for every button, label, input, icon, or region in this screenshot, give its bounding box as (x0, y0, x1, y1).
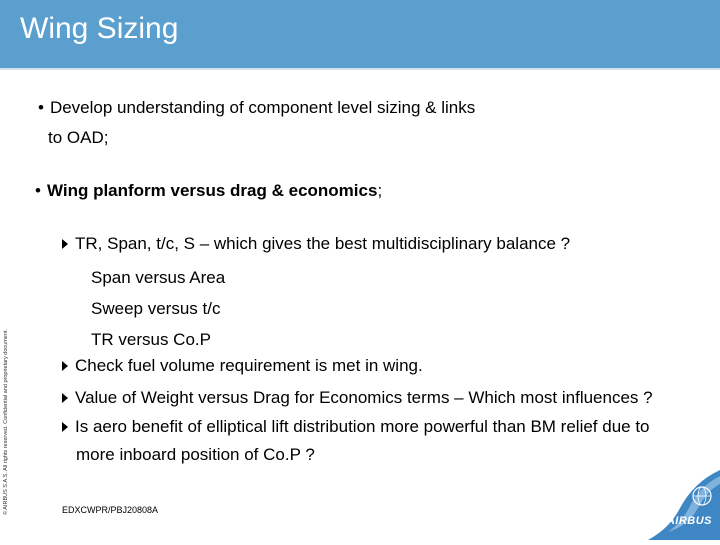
sub-item-tr-cop: TR versus Co.P (91, 330, 211, 349)
bullet-dot-icon: • (38, 98, 44, 117)
sub-bullet-3-text: Value of Weight versus Drag for Economics terms – Which most influences ? (75, 388, 653, 407)
sub-bullet-4-continuation: more inboard position of Co.P ? (76, 445, 315, 464)
logo-wordmark: AIRBUS (666, 515, 712, 527)
bullet-2 (35, 181, 382, 201)
bullet-2-tail: ; (377, 181, 383, 200)
logo-graphic-icon (648, 470, 720, 540)
sub-item-sweep-tc: Sweep versus t/c (91, 299, 221, 318)
sub-item-span-area: Span versus Area (91, 268, 226, 287)
copyright-notice (3, 329, 11, 515)
bullet-dot-icon: • (35, 181, 41, 200)
bullet-2-text: Wing planform versus drag & economics (46, 181, 378, 200)
sub-bullet-3 (62, 388, 653, 408)
triangle-bullet-icon (62, 422, 68, 432)
title-bar (0, 0, 720, 68)
triangle-bullet-icon (62, 393, 68, 403)
bullet-1-continuation: to OAD; (48, 128, 109, 147)
sub-bullet-1 (62, 234, 570, 254)
copyright-text: © AIRBUS S.A.S. All rights reserved. Confidential and proprietary document. (3, 329, 9, 515)
sub-bullet-4 (62, 417, 650, 437)
triangle-bullet-icon (62, 361, 68, 371)
bullet-1 (38, 98, 475, 118)
airbus-logo (648, 470, 720, 540)
triangle-bullet-icon (62, 239, 68, 249)
sub-bullet-2 (62, 356, 423, 376)
document-reference: EDXCWPR/PBJ20808A (62, 505, 159, 515)
bullet-1-text: Develop understanding of component level sizing & links (49, 98, 476, 117)
title-divider (0, 68, 720, 70)
sub-bullet-4-text: Is aero benefit of elliptical lift distribution more powerful than BM relief due to (75, 417, 650, 436)
sub-bullet-2-text: Check fuel volume requirement is met in wing. (75, 356, 423, 375)
slide-title: Wing Sizing (20, 12, 179, 45)
sub-bullet-1-text: TR, Span, t/c, S – which gives the best multidisciplinary balance ? (75, 234, 571, 253)
